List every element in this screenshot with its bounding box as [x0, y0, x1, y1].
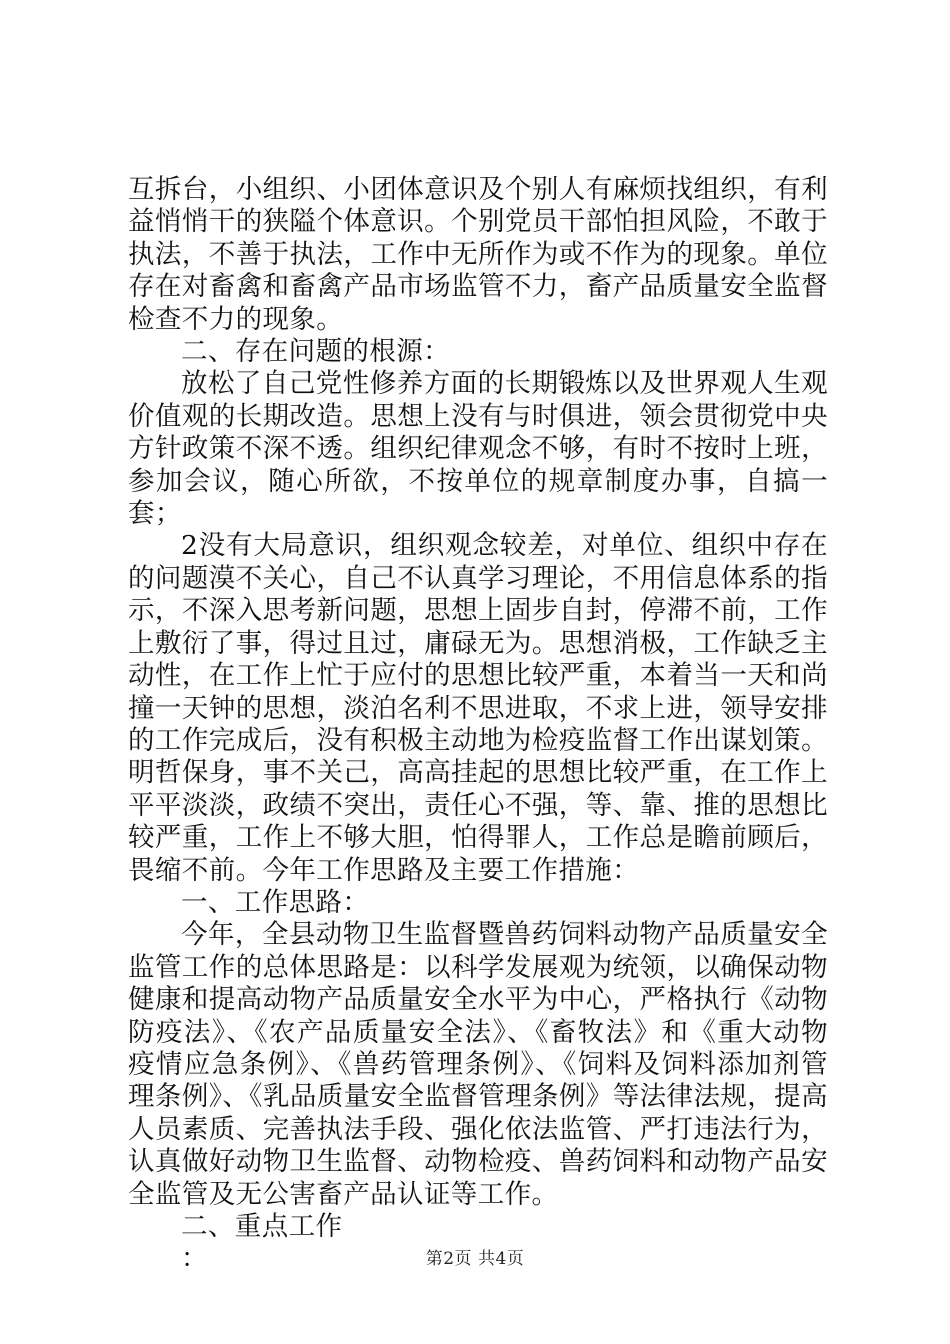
paragraph-colon: ：: [181, 1243, 208, 1275]
paragraph-root-causes-2: 2没有大局意识，组织观念较差，对单位、组织中存在的问题漠不关心，自己不认真学习理论，不用信息体系的指示，不深入思考新问题，思想上固步自封，停滞不前，工作上敷衍了事，得过且过，庸碌无为。思想消极，工作缺乏主动性，在工作上忙于应付的思想比较严重，本着当一天和尚撞一天钟的思想，淡泊名利不思进取，不求上进，领导安排的工作完成后，没有积极主动地为检疫监督工作出谋划策。明哲保身，事不关己，高高挂起的思想比较严重，在工作上平平淡淡，政绩不突出，责任心不强，等、靠、推的思想比较严重，工作上不够大胆，怕得罪人，工作总是瞻前顾后，畏缩不前。今年工作思路及主要工作措施：: [128, 530, 828, 886]
heading-root-causes: 二、存在问题的根源：: [181, 336, 450, 368]
heading-work-ideas: 一、工作思路：: [181, 886, 370, 918]
document-body: [128, 174, 828, 1276]
paragraph-root-causes-1: 放松了自己党性修养方面的长期锻炼以及世界观人生观价值观的长期改造。思想上没有与时俱进，领会贯彻党中央方针政策不深不透。组织纪律观念不够，有时不按时上班，参加会议，随心所欲，不按单位的规章制度办事，自搞一套；: [128, 368, 828, 530]
paragraph-1: 互拆台，小组织、小团体意识及个别人有麻烦找组织，有利益悄悄干的狭隘个体意识。个别党员干部怕担风险，不敢于执法，不善于执法，工作中无所作为或不作为的现象。单位存在对畜禽和畜禽产品市场监管不力，畜产品质量安全监督检查不力的现象。: [128, 174, 828, 335]
paragraph-work-ideas: 今年，全县动物卫生监督暨兽药饲料动物产品质量安全监管工作的总体思路是：以科学发展观为统领，以确保动物健康和提高动物产品质量安全水平为中心，严格执行《动物防疫法》、《农产品质量安全法》、《畜牧法》和《重大动物疫情应急条例》、《兽药管理条例》、《饲料及饲料添加剂管理条例》、《乳品质量安全监督管理条例》等法律法规，提高人员素质、完善执法手段、强化依法监管、严打违法行为，认真做好动物卫生监督、动物检疫、兽药饲料和动物产品安全监管及无公害畜产品认证等工作。: [128, 919, 828, 1210]
heading-key-work: 二、重点工作: [181, 1211, 343, 1242]
page-number-footer: 第2页 共4页: [425, 1249, 525, 1269]
